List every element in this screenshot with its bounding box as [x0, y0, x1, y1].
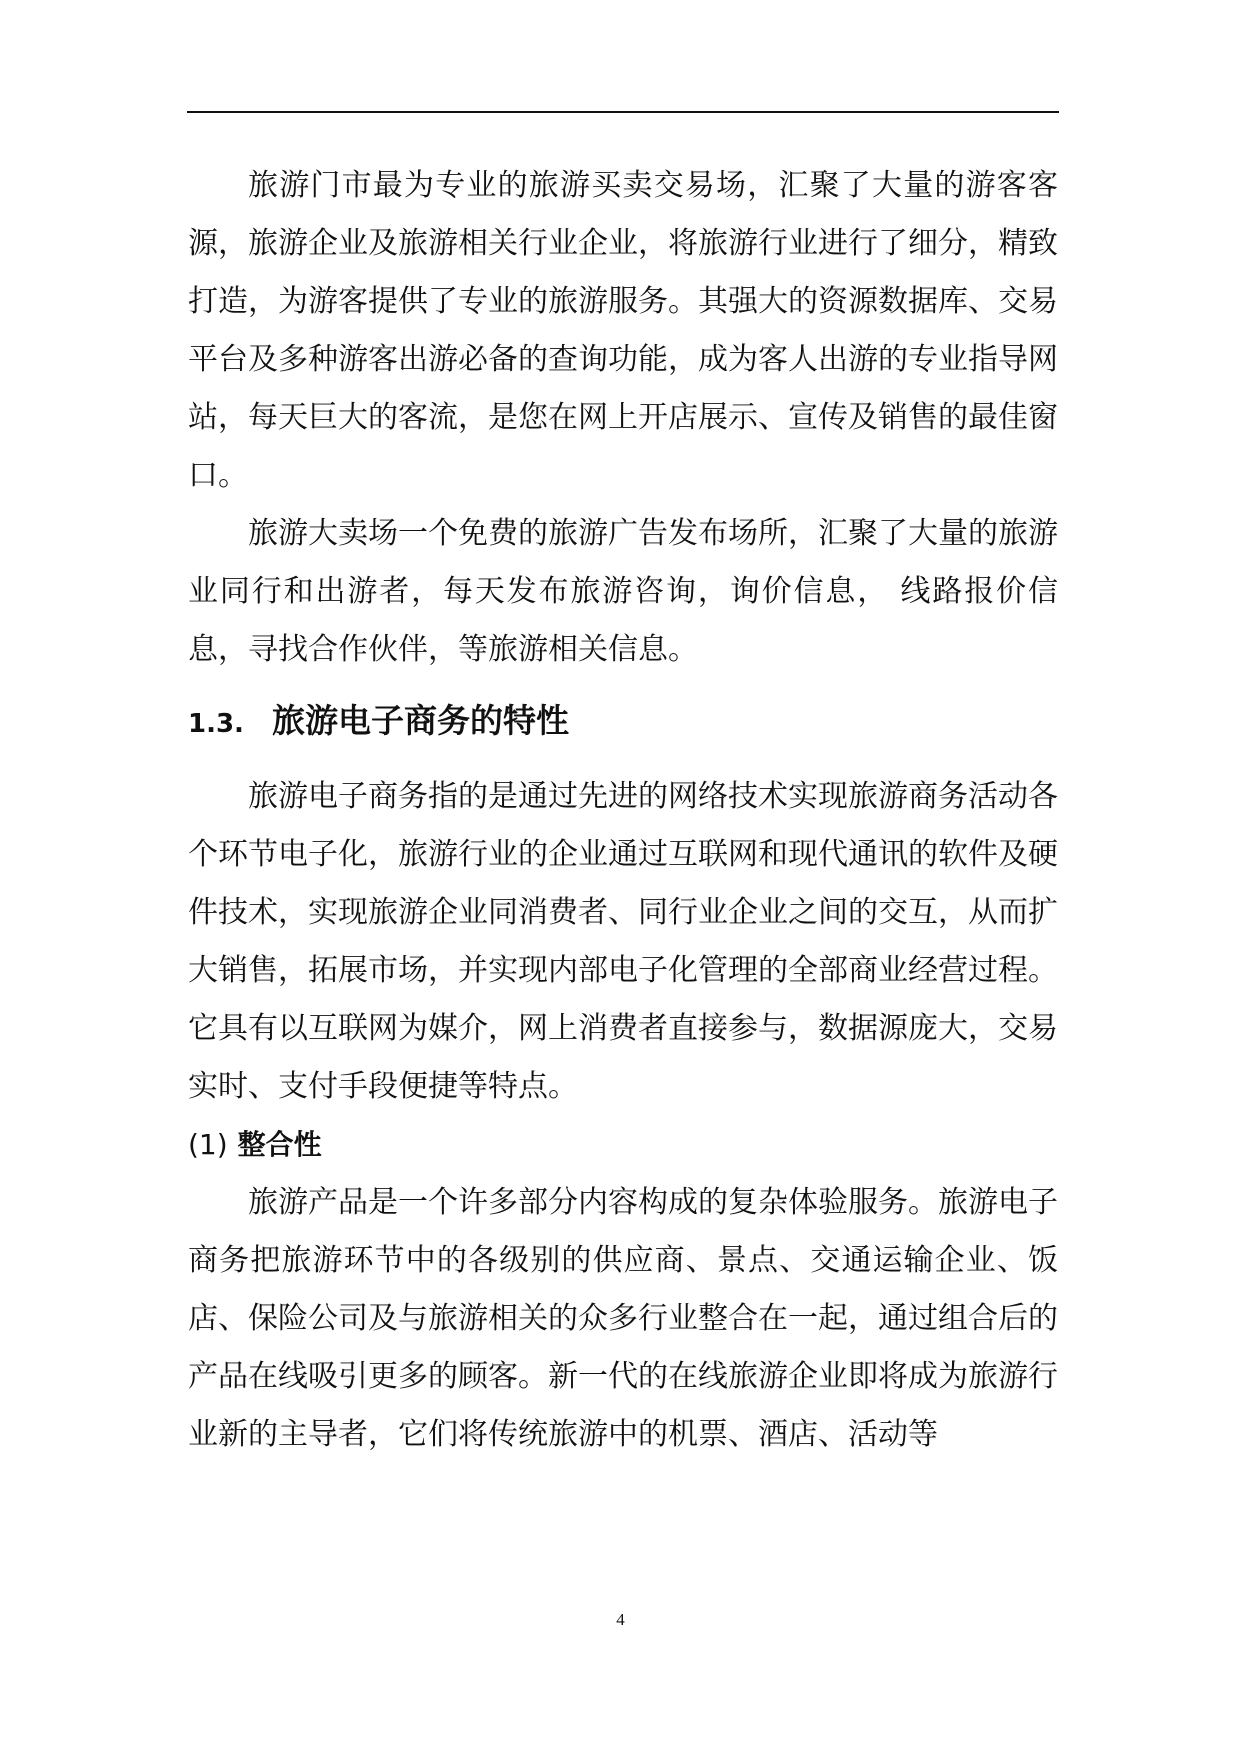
page-body — [188, 157, 1058, 1464]
section-title: 旅游电子商务的特性 — [272, 701, 569, 740]
subsection-heading — [188, 1116, 1058, 1174]
paragraph-travel-store: 旅游门市最为专业的旅游买卖交易场，汇聚了大量的游客客源，旅游企业及旅游相关行业企业，将旅游行业进行了细分，精致打造，为游客提供了专业的旅游服务。其强大的资源数据库、交易平台及多种游客出游必备的查询功能，成为客人出游的专业指导网站，每天巨大的客流，是您在网上开店展示、宣传及销售的最佳窗口。 — [188, 168, 1058, 493]
subsection-title: 整合性 — [237, 1128, 322, 1161]
subsection-number: (1) — [188, 1128, 228, 1161]
section-number: 1.3. — [188, 709, 244, 739]
paragraph-travel-market: 旅游大卖场一个免费的旅游广告发布场所，汇聚了大量的旅游业同行和出游者，每天发布旅游咨询，询价信息， 线路报价信息，寻找合作伙伴，等旅游相关信息。 — [188, 516, 1058, 667]
page-number: 4 — [616, 1610, 625, 1629]
header-rule — [187, 111, 1059, 113]
paragraph-subsection-body: 旅游产品是一个许多部分内容构成的复杂体验服务。旅游电子商务把旅游环节中的各级别的供应商、景点、交通运输企业、饭店、保险公司及与旅游相关的众多行业整合在一起，通过组合后的产品在线吸引更多的顾客。新一代的在线旅游企业即将成为旅游行业新的主导者，它们将传统旅游中的机票、酒店、活动等 — [188, 1185, 1058, 1452]
paragraph-section-intro: 旅游电子商务指的是通过先进的网络技术实现旅游商务活动各个环节电子化，旅游行业的企业通过互联网和现代通讯的软件及硬件技术，实现旅游企业同消费者、同行业企业之间的交互，从而扩大销售，拓展市场，并实现内部电子化管理的全部商业经营过程。它具有以互联网为媒介，网上消费者直接参与，数据源庞大，交易实时、支付手段便捷等特点。 — [188, 779, 1058, 1104]
section-heading — [188, 689, 1058, 756]
